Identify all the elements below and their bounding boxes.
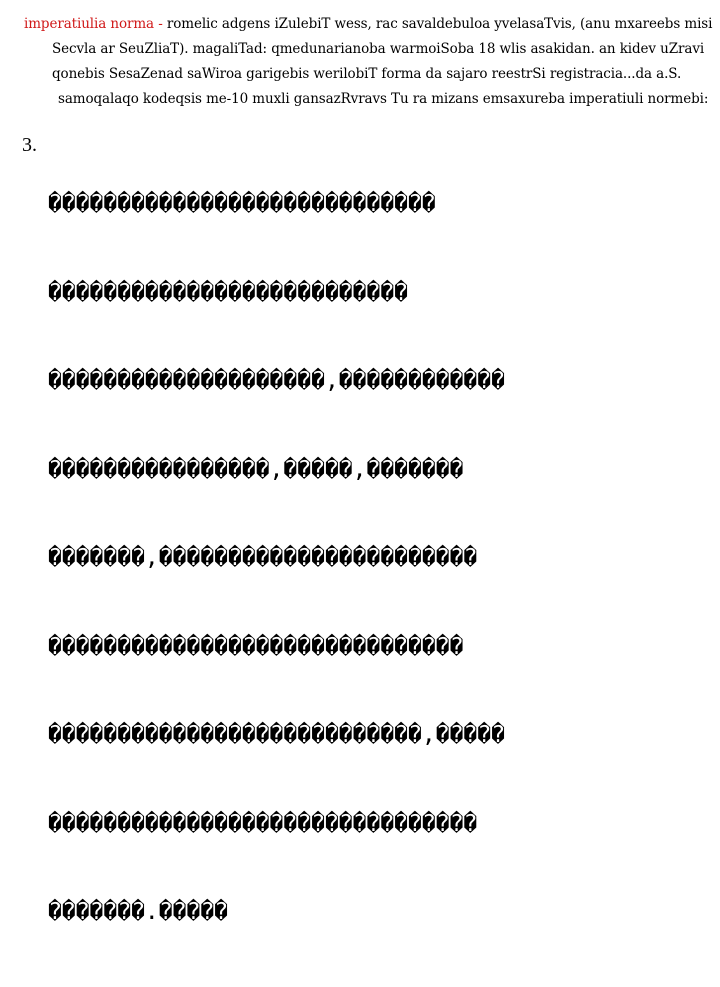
point-text-line: ����������������,�����,������� <box>48 456 464 483</box>
point-text-line: ������������������������������ <box>48 633 464 660</box>
point-text-line: �������,����������������������� <box>48 545 478 571</box>
point-text-line: ��������������������,������������ <box>48 368 505 394</box>
definition-separator: - <box>154 16 167 32</box>
point-text <box>48 131 718 987</box>
definition-line-3: qonebis SesaZenad saWiroa garigebis werilobiT forma da sajaro reestrSi registracia...da a.S. <box>52 66 682 82</box>
point-number: 3. <box>22 134 37 156</box>
definition-paragraph <box>24 12 713 112</box>
point-text-line: ������������������������������� <box>48 810 478 837</box>
point-text-line: ���������������������������,����� <box>48 722 505 748</box>
point-text-line: ���������������������������� <box>48 191 436 217</box>
definition-line-2: Secvla ar SeuZliaT). magaliTad: qmedunarianoba warmoiSoba 18 wlis asakidan. an kidev uZravi <box>52 41 705 57</box>
definition-term: imperatiulia norma <box>24 16 154 32</box>
definition-line-1 <box>24 12 713 37</box>
numbered-point <box>22 131 718 925</box>
definition-text: romelic adgens iZulebiT wess, rac savaldebuloa yvelasaTvis, (anu mxareebs misi <box>166 16 713 32</box>
point-text-line: �������.����� <box>48 899 229 925</box>
definition-line-4: samoqalaqo kodeqsis me-10 muxli gansazRvravs Tu ra mizans emsaxureba imperatiuli normebi: <box>58 91 709 107</box>
point-text-line: �������������������������� <box>48 279 409 306</box>
